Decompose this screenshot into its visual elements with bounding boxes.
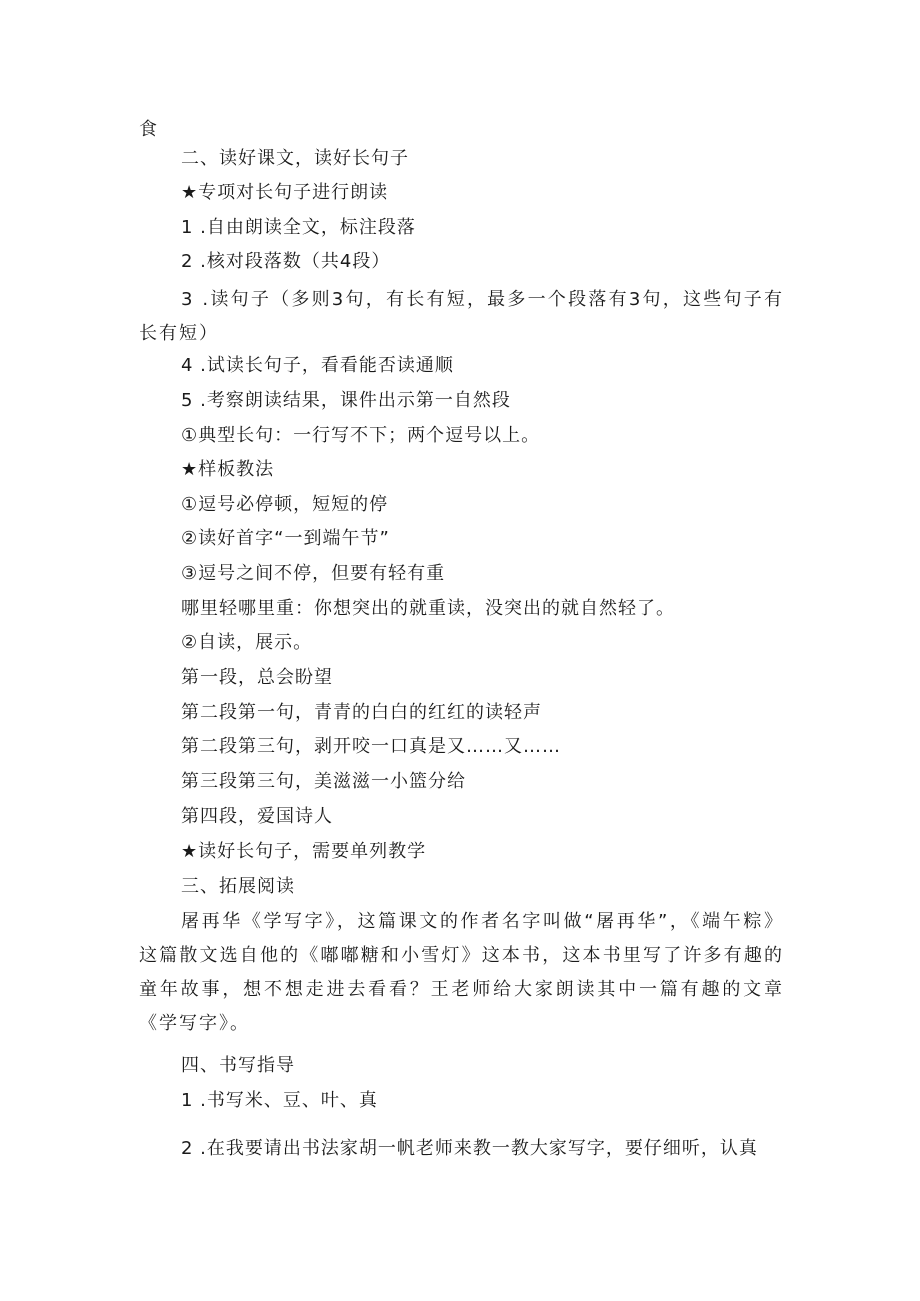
list-item: 2 .核对段落数（共4段） [181, 251, 391, 272]
text-line: ★读好长句子，需要单列教学 [181, 841, 427, 862]
text-line: 食 [139, 119, 158, 140]
list-item: 2 .在我要请出书法家胡一帆老师来教一教大家写字，要仔细听，认真 [181, 1138, 758, 1159]
text-line: 第一段，总会盼望 [181, 667, 333, 688]
text-line: ①逗号必停顿，短短的停 [181, 494, 389, 515]
list-item: 1 .自由朗读全文，标注段落 [181, 217, 416, 238]
paragraph: 屠再华《学写字》，这篇课文的作者名字叫做“屠再华”，《端午粽》这篇散文选自他的《嘟嘟糖和小雪灯》这本书，这本书里写了许多有趣的童年故事，想不想走进去看看？王老师给大家朗读其中一篇有趣的文章《学写字》。 [139, 911, 784, 1034]
list-item: 3 .读句子（多则3句，有长有短，最多一个段落有3句，这些句子有长有短） [139, 289, 784, 344]
section-heading: 二、读好课文，读好长句子 [181, 148, 409, 169]
list-item: 1 .书写米、豆、叶、真 [181, 1090, 378, 1111]
text-line: ★专项对长句子进行朗读 [181, 182, 389, 203]
text-line: 第三段第三句，美滋滋一小篮分给 [181, 771, 466, 792]
text-line: ①典型长句：一行写不下；两个逗号以上。 [181, 425, 541, 446]
list-item: 5 .考察朗读结果，课件出示第一自然段 [181, 390, 511, 411]
text-line: ③逗号之间不停，但要有轻有重 [181, 563, 446, 584]
text-line: ②自读，展示。 [181, 632, 313, 653]
text-line: 第二段第一句，青青的白白的红红的读轻声 [181, 702, 542, 723]
text-line: 第四段，爱国诗人 [181, 806, 333, 827]
section-heading: 四、书写指导 [181, 1055, 295, 1076]
section-heading: 三、拓展阅读 [181, 876, 295, 897]
list-item: 4 .试读长句子，看看能否读通顺 [181, 355, 454, 376]
text-line: ②读好首字“一到端午节” [181, 528, 390, 549]
text-line: 第二段第三句，剥开咬一口真是又……又…… [181, 736, 561, 757]
text-line: ★样板教法 [181, 459, 275, 480]
text-line: 哪里轻哪里重：你想突出的就重读，没突出的就自然轻了。 [181, 598, 675, 619]
